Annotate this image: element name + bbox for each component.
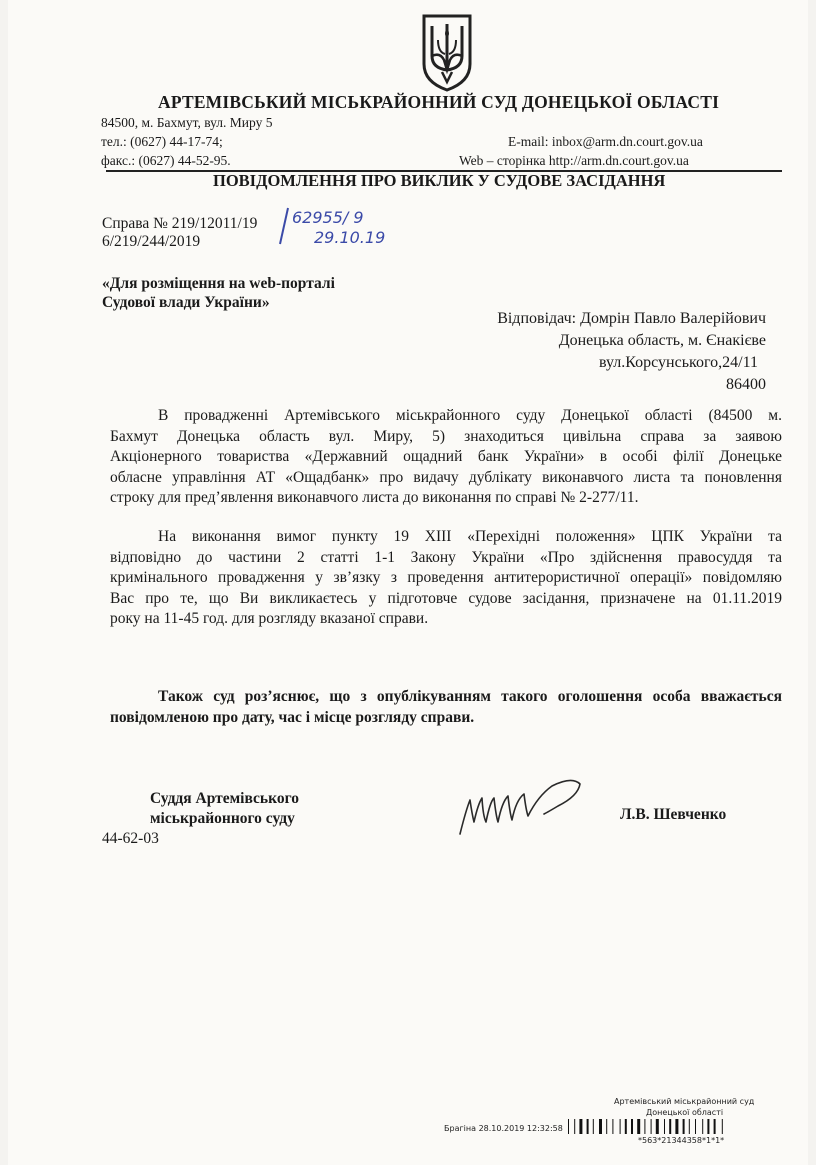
barcode-bar [637, 1119, 640, 1134]
barcode-bar [656, 1119, 659, 1134]
paragraph-line: строку для пред’явлення виконавчого листа до виконання по справі № 2-277/11. [110, 489, 639, 506]
registry-barcode-text: *563*21344358*1*1* [638, 1136, 725, 1145]
case-number: Справа № 219/12011/19 [102, 215, 258, 232]
handwritten-date: 29.10.19 [314, 228, 386, 247]
barcode-bar [612, 1119, 613, 1134]
judge-phone: 44-62-03 [102, 830, 159, 847]
barcode-bar [587, 1119, 589, 1134]
barcode-bar [644, 1119, 645, 1134]
barcode-bar [625, 1119, 627, 1134]
paragraph-line: року на 11-45 год. для розгляду вказаної справи. [110, 610, 429, 627]
paragraph-line: Також суд роз’яснює, що з опублікуванням такого оголошення особа вважається [158, 688, 782, 705]
paragraph-line: повідомленою про дату, час і місце розгляду справи. [110, 708, 475, 726]
paragraph-summons [110, 527, 782, 630]
registry-court-line-2: Донецької області [646, 1108, 724, 1117]
paragraph-line: Вас про те, що Ви викликаєтесь у підготовче судове засідання, призначене на 01.11.2019 [110, 589, 782, 607]
paragraph-line: Акціонерного товариства «Державний ощадний банк України» в особі філії Донецьке [110, 448, 782, 465]
barcode-bar [599, 1119, 602, 1134]
barcode-bar [664, 1119, 665, 1134]
paragraph-case-description [110, 406, 782, 509]
court-website: Web – сторінка http://arm.dn.court.gov.ua [459, 153, 689, 168]
publication-note-line-1: «Для розміщення на web-порталі [102, 275, 335, 292]
barcode-bar [631, 1119, 633, 1134]
proceeding-number: 6/219/244/2019 [102, 233, 201, 250]
respondent-street: вул.Корсунського,24/11 [599, 354, 758, 371]
coat-of-arms-icon [418, 12, 476, 92]
registry-court-line-1: Артемівський міськрайонний суд [614, 1097, 755, 1106]
paragraph-line: В провадженні Артемівського міськрайонного суду Донецької області (84500 м. [158, 407, 782, 424]
barcode-bar [683, 1119, 685, 1134]
court-phone: тел.: (0627) 44-17-74; [101, 134, 223, 149]
barcode-bar [714, 1119, 716, 1134]
document-title: ПОВІДОМЛЕННЯ ПРО ВИКЛИК У СУДОВЕ ЗАСІДАННЯ [213, 171, 666, 190]
barcode-bar [574, 1119, 575, 1134]
paragraph-notice [110, 687, 782, 728]
respondent-postcode: 86400 [726, 376, 766, 393]
barcode-bar [606, 1119, 607, 1134]
barcode-bar [702, 1119, 703, 1134]
paragraph-line: На виконання вимог пункту 19 ХІІІ «Перехідні положення» ЦПК України та [158, 528, 782, 545]
barcode-bar [669, 1119, 671, 1134]
publication-note-line-2: Судової влади України» [102, 294, 270, 311]
barcode-bar [651, 1119, 652, 1134]
barcode-bar [707, 1119, 709, 1134]
court-name: АРТЕМІВСЬКИЙ МІСЬКРАЙОННИЙ СУД ДОНЕЦЬКОЇ ОБЛАСТІ [158, 92, 720, 112]
respondent-name: Відповідач: Домрін Павло Валерійович [497, 310, 766, 327]
barcode-bar [568, 1119, 569, 1134]
document-page [8, 0, 808, 1165]
barcode-bar [620, 1119, 621, 1134]
respondent-block [497, 308, 766, 396]
paragraph-line: відповідно до частини 2 статті 1-1 Закону України «Про здійснення правосуддя та [110, 548, 782, 566]
barcode-bar [675, 1119, 678, 1134]
barcode-bar [593, 1119, 594, 1134]
handwritten-reference: 62955/ 9 [292, 208, 364, 227]
judge-name: Л.В. Шевченко [620, 806, 727, 823]
paragraph-line: кримінального провадження у зв’язку з проведення антитерористичної операції» повідомляю [110, 569, 782, 586]
handwritten-signature [452, 770, 592, 840]
barcode-bar [722, 1119, 723, 1134]
court-address: 84500, м. Бахмут, вул. Миру 5 [101, 115, 273, 130]
registry-timestamp: Брагіна 28.10.2019 12:32:58 [444, 1124, 563, 1133]
paragraph-line: обласне управління АТ «Ощадбанк» про видачу дублікату виконавчого листа та поновлення [110, 468, 782, 486]
registration-barcode [566, 1118, 802, 1134]
court-fax: факс.: (0627) 44-52-95. [101, 153, 231, 168]
barcode-bar [689, 1119, 690, 1134]
judge-position-line-2: міськрайонного суду [150, 810, 295, 827]
paragraph-line: Бахмут Донецька область вул. Миру, 5) знаходиться цивільна справа за заявою [110, 427, 782, 445]
barcode-bar [695, 1119, 696, 1134]
handwritten-bracket-icon [276, 206, 292, 246]
judge-position-line-1: Суддя Артемівського [150, 790, 300, 807]
court-email: E-mail: inbox@arm.dn.court.gov.ua [508, 134, 703, 149]
barcode-bar [579, 1119, 582, 1134]
respondent-region: Донецька область, м. Єнакієве [558, 332, 766, 349]
